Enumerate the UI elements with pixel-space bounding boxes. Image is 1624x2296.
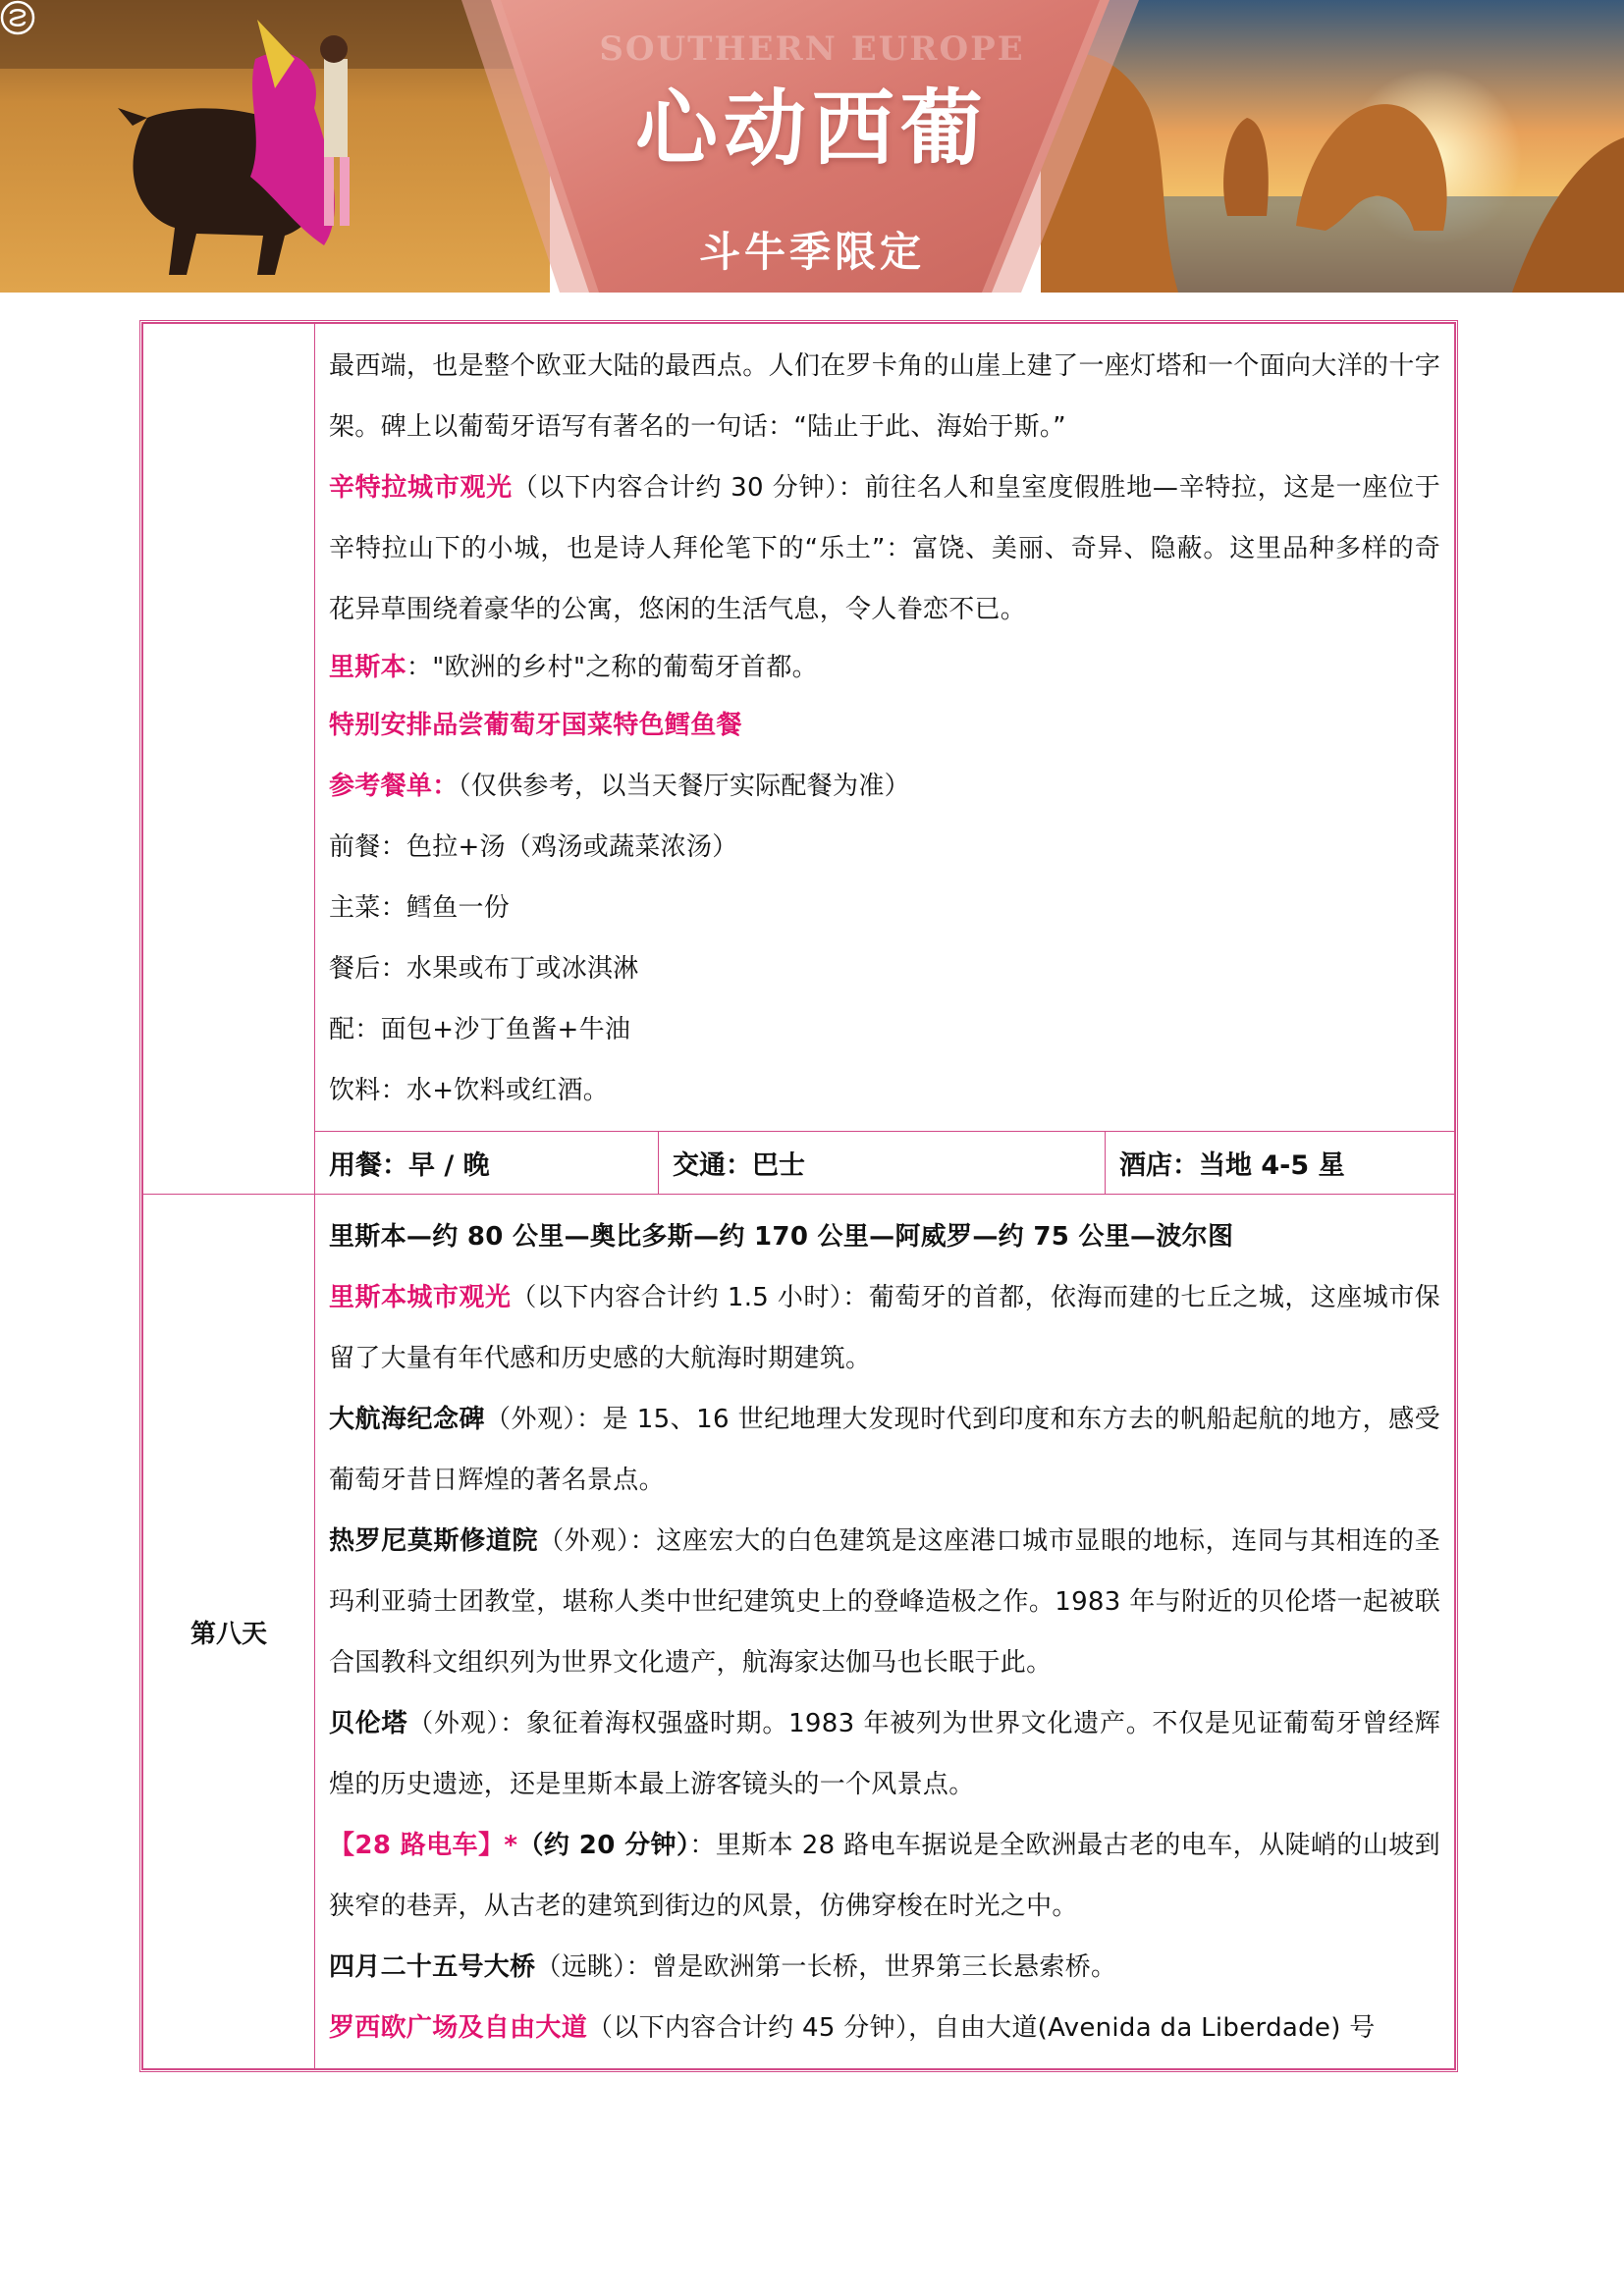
lisbon-text: ："欧洲的乡村"之称的葡萄牙首都。	[406, 653, 818, 682]
april25-bridge-paragraph: 四月二十五号大桥（远眺）：曾是欧洲第一长桥，世界第三长悬索桥。	[329, 1952, 1117, 1982]
discoveries-monument-paragraph: 大航海纪念碑（外观）：是 15、16 世纪地理大发现时代到印度和东方去的帆船起航的地方，感受葡萄牙昔日辉煌的著名景点。	[329, 1405, 1440, 1495]
day7-label-cell	[143, 324, 315, 1195]
cabo-da-roca-paragraph: 最西端，也是整个欧亚大陆的最西点。人们在罗卡角的山崖上建了一座灯塔和一个面向大洋的十字架。碑上以葡萄牙语写有著名的一句话：“陆止于此、海始于斯。”	[329, 351, 1440, 442]
jeronimos-paragraph: 热罗尼莫斯修道院（外观）：这座宏大的白色建筑是这座港口城市显眼的地标，连同与其相连的圣玛利亚骑士团教堂，堪称人类中世纪建筑史上的登峰造极之作。1983 年与附近的贝伦塔一起被联合国教科文组织列为世界文化遗产，航海家达伽马也长眠于此。	[329, 1526, 1440, 1678]
header-banner	[0, 0, 1624, 293]
lisbon-tour-title: 里斯本城市观光	[329, 1283, 512, 1312]
sintra-title: 辛特拉城市观光	[329, 473, 513, 503]
discoveries-monument-title: 大航海纪念碑	[329, 1405, 486, 1434]
transport-info: 交通：巴士	[659, 1132, 1106, 1195]
belem-tower-title: 贝伦塔	[329, 1709, 408, 1738]
day8-label: 第八天	[143, 1195, 315, 2069]
menu-item: 饮料：水+饮料或红酒。	[329, 1076, 610, 1105]
day7-info-row	[143, 1132, 1455, 1195]
april25-bridge-title: 四月二十五号大桥	[329, 1952, 536, 1982]
itinerary-table	[139, 320, 1458, 2072]
reference-menu-title: 参考餐单：	[329, 772, 459, 801]
menu-item: 前餐：色拉+汤（鸡汤或蔬菜浓汤）	[329, 832, 738, 862]
lisbon-paragraph	[329, 640, 1440, 695]
jeronimos-title: 热罗尼莫斯修道院	[329, 1526, 539, 1556]
menu-item: 餐后：水果或布丁或冰淇淋	[329, 954, 639, 984]
banner-subtitle: SOUTHERN EUROPE	[599, 29, 1025, 69]
reference-menu-note: （仅供参考，以当天餐厅实际配餐为准）	[458, 772, 910, 801]
menu-item: 主菜：鳕鱼一份	[329, 893, 511, 923]
day8-content-row	[143, 1195, 1455, 2069]
tram28-title: 【28 路电车】*	[329, 1831, 518, 1860]
sintra-paragraph	[329, 457, 1440, 640]
reference-menu-heading	[329, 756, 1440, 817]
tram28-paragraph: 【28 路电车】*（约 20 分钟）：里斯本 28 路电车据说是全欧洲最古老的电车，从陡峭的山坡到狭窄的巷弄，从古老的建筑到街边的风景，仿佛穿梭在时光之中。	[329, 1831, 1440, 1921]
lisbon-tour-paragraph: 里斯本城市观光（以下内容合计约 1.5 小时）：葡萄牙的首都，依海而建的七丘之城，这座城市保留了大量有年代感和历史感的大航海时期建筑。	[329, 1283, 1440, 1373]
logo-icon	[0, 0, 35, 35]
lisbon-title: 里斯本	[329, 653, 406, 682]
hotel-info: 酒店：当地 4-5 星	[1106, 1132, 1455, 1195]
banner-tagline: 斗牛季限定	[698, 228, 925, 276]
meal-info: 用餐：早 / 晚	[315, 1132, 659, 1195]
day7-content-row	[143, 324, 1455, 1132]
rossio-paragraph: 罗西欧广场及自由大道（以下内容合计约 45 分钟），自由大道(Avenida da Liberdade) 号	[329, 2013, 1376, 2043]
day8-content-cell	[315, 1195, 1455, 2069]
menu-item: 配：面包+沙丁鱼酱+牛油	[329, 1015, 631, 1044]
cod-meal-highlight: 特别安排品尝葡萄牙国菜特色鳕鱼餐	[329, 711, 742, 740]
day8-route: 里斯本—约 80 公里—奥比多斯—约 170 公里—阿威罗—约 75 公里—波尔图	[329, 1222, 1234, 1252]
belem-tower-paragraph: 贝伦塔（外观）：象征着海权强盛时期。1983 年被列为世界文化遗产。不仅是见证葡萄牙曾经辉煌的历史遗迹，还是里斯本最上游客镜头的一个风景点。	[329, 1709, 1440, 1799]
day7-content-cell	[315, 324, 1455, 1132]
banner-title: 心动西葡	[634, 80, 989, 177]
tram28-duration: （约 20 分钟）	[517, 1831, 690, 1860]
rossio-title: 罗西欧广场及自由大道	[329, 2013, 588, 2043]
sintra-text: （以下内容合计约 30 分钟）：前往名人和皇室度假胜地—辛特拉，这是一座位于辛特拉山下的小城，也是诗人拜伦笔下的“乐土”：富饶、美丽、奇异、隐蔽。这里品种多样的奇花异草围绕着豪华的公寓，悠闲的生活气息，令人眷恋不已。	[329, 473, 1440, 624]
